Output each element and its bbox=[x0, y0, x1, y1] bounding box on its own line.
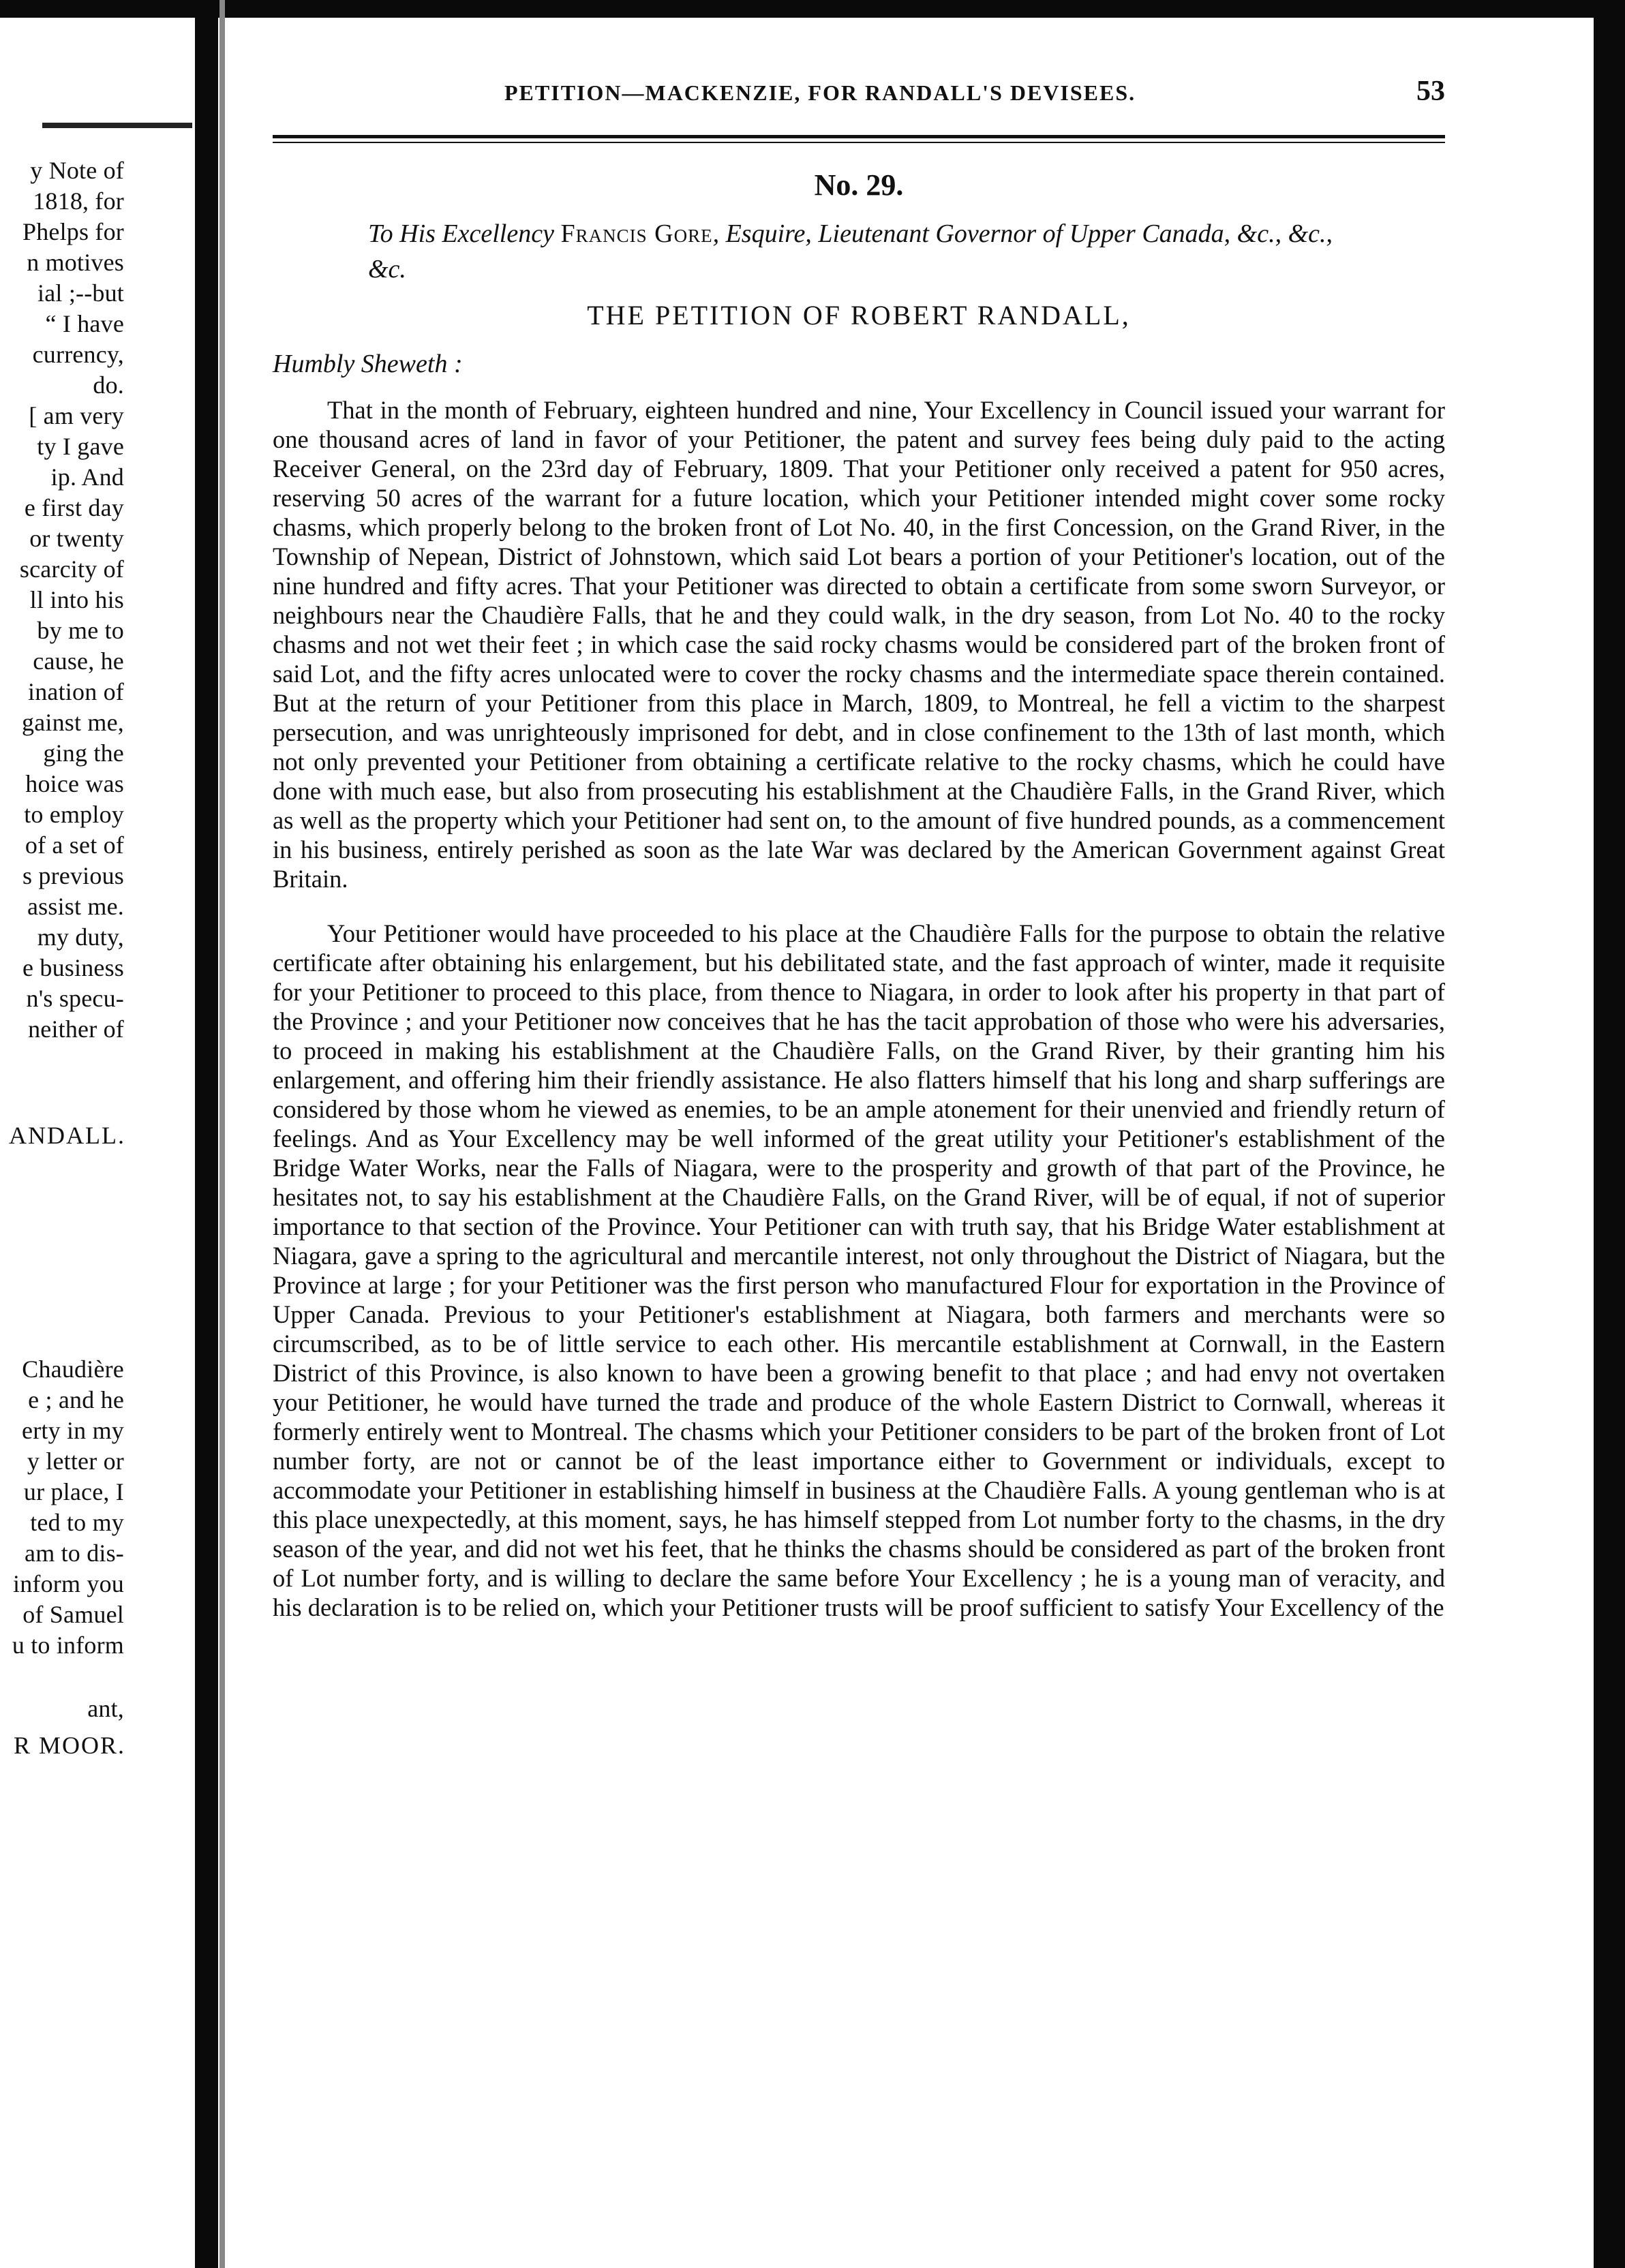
previous-page-line-0: y Note of bbox=[30, 157, 124, 184]
previous-page-signature-bottom: R MOOR. bbox=[13, 1732, 125, 1759]
previous-page-rule bbox=[42, 123, 192, 128]
address-line bbox=[273, 216, 1445, 287]
previous-page-line-9: ty I gave bbox=[37, 433, 124, 460]
previous-page-line-6: currency, bbox=[32, 341, 124, 368]
previous-page-line-18: gainst me, bbox=[22, 709, 124, 736]
previous-page-line-24: assist me. bbox=[27, 893, 124, 920]
previous-page-lower-line-2: erty in my bbox=[22, 1417, 124, 1444]
previous-page-lower-line-9: u to inform bbox=[12, 1631, 124, 1659]
previous-page-line-12: or twenty bbox=[29, 525, 124, 552]
page-header bbox=[273, 75, 1445, 108]
previous-page-line-8: [ am very bbox=[29, 402, 124, 429]
previous-page-signature-top: ANDALL. bbox=[9, 1122, 125, 1149]
previous-page-line-15: by me to bbox=[37, 617, 124, 644]
previous-page-lower-line-1: e ; and he bbox=[28, 1386, 124, 1413]
previous-page-line-5: “ I have bbox=[45, 310, 124, 337]
document-number: No. 29. bbox=[814, 168, 904, 202]
gutter-shadow bbox=[219, 0, 225, 2268]
previous-page-line-25: my duty, bbox=[37, 923, 124, 951]
previous-page-line-2: Phelps for bbox=[22, 218, 124, 245]
previous-page-line-22: of a set of bbox=[25, 831, 124, 859]
previous-page-lower-line-3: y letter or bbox=[27, 1447, 124, 1475]
previous-page-line-19: ging the bbox=[43, 739, 124, 767]
page-number: 53 bbox=[1416, 76, 1445, 107]
previous-page-lower-line-4: ur place, I bbox=[23, 1478, 124, 1505]
running-head: PETITION—MACKENZIE, FOR RANDALL'S DEVISEES. bbox=[504, 80, 1136, 105]
address-suffix: , Esquire, Lieutenant Governor of Upper Canada, &c., &c., &c. bbox=[368, 219, 1333, 284]
previous-page-line-1: 1818, for bbox=[33, 187, 124, 215]
previous-page-line-17: ination of bbox=[28, 678, 124, 705]
previous-page-line-20: hoice was bbox=[25, 770, 124, 797]
page bbox=[273, 75, 1445, 1646]
previous-page-fragment bbox=[0, 123, 192, 1760]
header-rule bbox=[273, 135, 1445, 143]
previous-page-closing: ant, bbox=[87, 1695, 124, 1722]
previous-page-line-16: cause, he bbox=[33, 647, 124, 675]
previous-page-line-7: do. bbox=[93, 371, 124, 399]
previous-page-lower-line-5: ted to my bbox=[30, 1509, 124, 1536]
paragraph-2: Your Petitioner would have proceeded to his place at the Chaudière Falls for the purpose to obtain the relative certificate after obtaining his enlargement, but his debilitated state, and the fast approach of winter, made it requisite for your Petitioner to proceed to this place, from thence to Niagara, in order to look after his property in that part of the Province ; and your Petitioner now conceives that he has the tacit approbation of those who were his adversaries, to proceed in making his establishment at the Chaudière Falls, on the Grand River, by their granting him his enlargement, and offering him their friendly assistance. He also flatters himself that his long and sharp sufferings are considered by those whom he viewed as enemies, to be an ample atonement for their unenvied and friendly return of feelings. And as Your Excellency may be well informed of the great utility your Petitioner's establishment of the Bridge Water Works, near the Falls of Niagara, were to the prosperity and growth of that part of the Province, he hesitates not, to say his establishment at the Chaudière Falls, on the Grand River, will be of equal, if not of superior importance to that section of the Province. Your Petitioner can with truth say, that his Bridge Water establishment at Niagara, gave a spring to the agricultural and mercantile interest, not only throughout the District of Niagara, but the Province at large ; for your Petitioner was the first person who manufactured Flour for exportation in the Province of Upper Canada. Previous to your Petitioner's establishment at Niagara, both farmers and merchants were so circumscribed, as to be of little service to each other. His mercantile establishment at Cornwall, in the Eastern District of this Province, is also known to have been a growing benefit to that place ; and had envy not overtaken your Petitioner, he would have turned the trade and produce of the whole Eastern District to Cornwall, whereas it formerly entirely went to Montreal. The chasms which your Petitioner considers to be part of the broken front of Lot number forty, are not or cannot be of the least importance either to Government or individuals, except to accommodate your Petitioner in establishing himself in business at the Chaudière Falls. A young gentleman who is at this place unexpectedly, at this moment, says, he has himself stepped from Lot number forty to the chasms, in the dry season of the year, and did not wet his feet, that he thinks the chasms should be considered as part of the broken front of Lot number forty, and is willing to declare the same before Your Excellency ; he is a young man of veracity, and his declaration is to be relied on, which your Petitioner trusts will be proof sufficient to satisfy Your Excellency of the bbox=[273, 919, 1445, 1621]
previous-page-line-13: scarcity of bbox=[19, 555, 124, 583]
previous-page-line-3: n motives bbox=[27, 249, 124, 276]
previous-page-line-26: e business bbox=[22, 954, 124, 981]
book-gutter bbox=[195, 0, 218, 2268]
previous-page-lines-lower bbox=[0, 1354, 192, 1661]
previous-page-line-28: neither of bbox=[28, 1015, 124, 1043]
previous-page-lower-line-8: of Samuel bbox=[22, 1601, 124, 1628]
petition-title: THE PETITION OF ROBERT RANDALL, bbox=[587, 300, 1131, 331]
previous-page-line-4: ial ;--but bbox=[37, 279, 124, 307]
address-name: Francis Gore bbox=[560, 219, 713, 248]
paragraph-1: That in the month of February, eighteen hundred and nine, Your Excellency in Council issued your warrant for one thousand acres of land in favor of your Petitioner, the patent and survey fees being duly paid to the acting Receiver General, on the 23rd day of February, 1809. That your Petitioner only received a patent for 950 acres, reserving 50 acres of the warrant for a future location, which your Petitioner intended might cover some rocky chasms, which properly belong to the broken front of Lot No. 40, in the first Concession, on the Grand River, in the Township of Nepean, District of Johnstown, which said Lot bears a portion of your Petitioner's location, out of the nine hundred and fifty acres. That your Petitioner was directed to obtain a certificate from some sworn Surveyor, or neighbours near the Chaudière Falls, that he and they could walk, in the dry season, from Lot No. 40 to the rocky chasms and not wet their feet ; in which case the said rocky chasms would be considered part of the broken front of said Lot, and the fifty acres unlocated were to cover the rocky chasms and the intermediate space therein contained. But at the return of your Petitioner from this place in March, 1809, to Montreal, he fell a victim to the sharpest persecution, and was unrighteously imprisoned for debt, and in close confinement to the 13th of last month, which not only prevented your Petitioner from obtaining a certificate relative to the rocky chasms, which he could have done with much ease, but also from prosecuting his establishment at the Chaudière Falls, in the Grand River, which as well as the property which your Petitioner had sent on, to the amount of five hundred pounds, as a commencement in his business, entirely perished as soon as the late War was declared by the American Government against Great Britain. bbox=[273, 396, 1445, 893]
previous-page-line-23: s previous bbox=[22, 862, 124, 889]
previous-page-lines bbox=[0, 155, 192, 1045]
salutation: Humbly Sheweth : bbox=[273, 350, 463, 378]
previous-page-line-11: e first day bbox=[24, 494, 124, 521]
previous-page-lower-line-7: inform you bbox=[13, 1570, 124, 1597]
previous-page-line-14: ll into his bbox=[29, 586, 124, 613]
previous-page-lower-line-0: Chaudière bbox=[22, 1355, 124, 1383]
previous-page-line-27: n's specu- bbox=[26, 985, 124, 1012]
previous-page-line-10: ip. And bbox=[50, 463, 124, 491]
address-prefix: To His Excellency bbox=[368, 219, 561, 248]
previous-page-line-21: to employ bbox=[24, 801, 124, 828]
previous-page-lower-line-6: am to dis- bbox=[25, 1539, 124, 1567]
scan-border-top bbox=[0, 0, 1625, 18]
scan-border-right bbox=[1594, 0, 1625, 2268]
